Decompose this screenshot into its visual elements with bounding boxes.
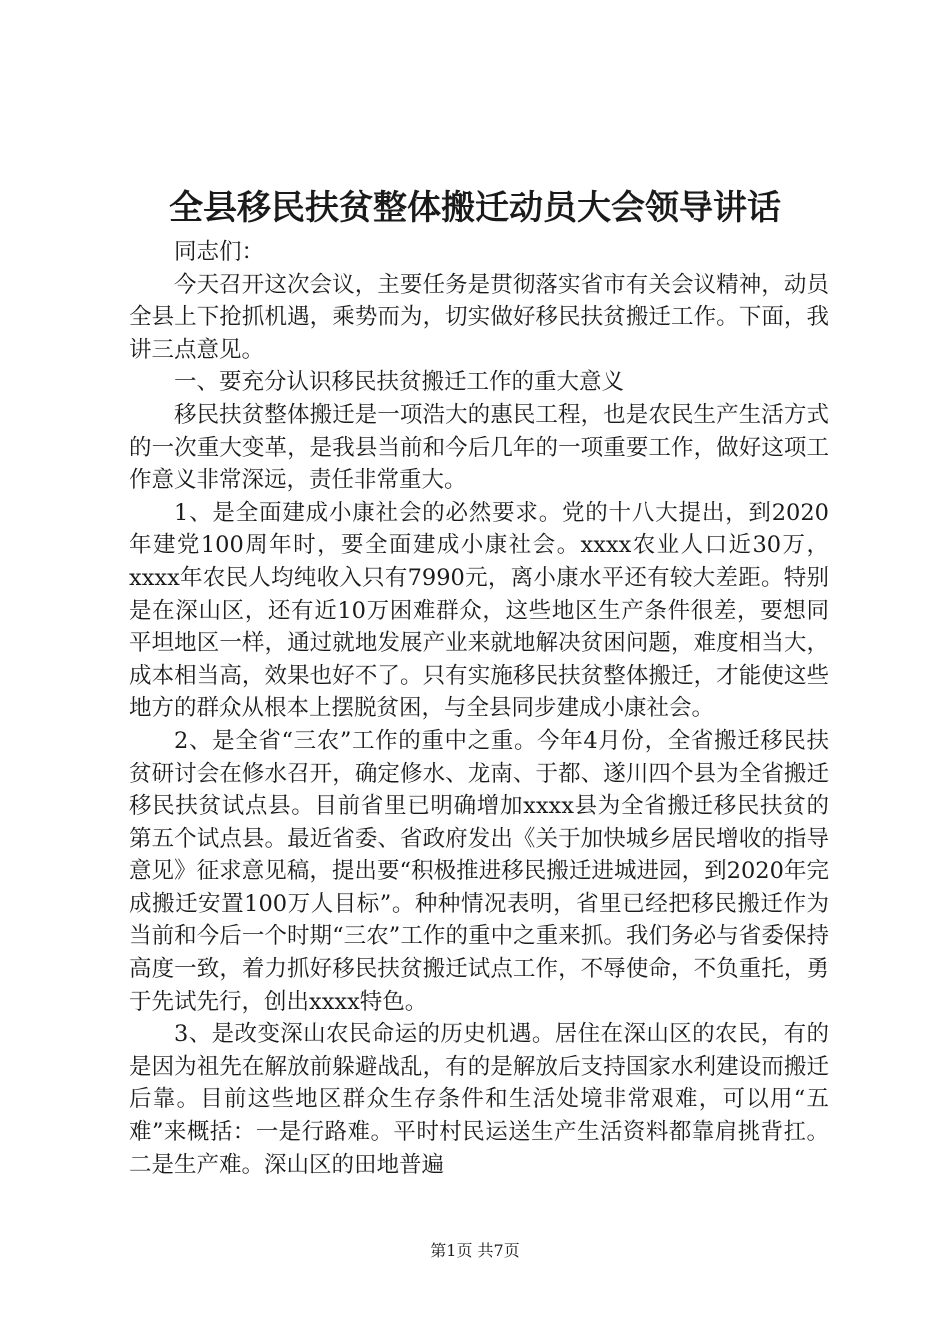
paragraph-intro: 今天召开这次会议，主要任务是贯彻落实省市有关会议精神，动员全县上下抢抓机遇，乘势而为，切实做好移民扶贫搬迁工作。下面，我讲三点意见。 [129,271,829,363]
paragraph-point-1: 1、是全面建成小康社会的必然要求。党的十八大提出，到2020年建党100周年时，要全面建成小康社会。xxxx农业人口近30万，xxxx年农民人均纯收入只有7990元，离小康水平还有较大差距。特别是在深山区，还有近10万困难群众，这些地区生产条件很差，要想同平坦地区一样，通过就地发展产业来就地解决贫困问题，难度相当大，成本相当高，效果也好不了。只有实施移民扶贫整体搬迁，才能使这些地方的群众从根本上摆脱贫困，与全县同步建成小康社会。 [129,499,829,722]
section-heading-1: 一、要充分认识移民扶贫搬迁工作的重大意义 [174,369,625,396]
paragraph-significance: 移民扶贫整体搬迁是一项浩大的惠民工程，也是农民生产生活方式的一次重大变革，是我县当前和今后几年的一项重要工作，做好这项工作意义非常深远，责任非常重大。 [129,401,829,494]
salutation: 同志们： [174,239,265,265]
document-body [129,236,829,1181]
paragraph-point-2: 2、是全省“三农”工作的重中之重。今年4月份，全省搬迁移民扶贫研讨会在修水召开，确定修水、龙南、于都、遂川四个县为全省搬迁移民扶贫试点县。目前省里已明确增加xxxx县为全省搬迁移民扶贫的第五个试点县。最近省委、省政府发出《关于加快城乡居民增收的指导意见》征求意见稿，提出要“积极推进移民搬迁进城进园，到2020年完成搬迁安置100万人目标”。种种情况表明，省里已经把移民搬迁作为当前和今后一个时期“三农”工作的重中之重来抓。我们务必与省委保持高度一致，着力抓好移民扶贫搬迁试点工作，不辱使命，不负重托，勇于先试先行，创出xxxx特色。 [129,727,829,1015]
paragraph-point-3: 3、是改变深山农民命运的历史机遇。居住在深山区的农民，有的是因为祖先在解放前躲避战乱，有的是解放后支持国家水利建设而搬迁后靠。目前这些地区群众生存条件和生活处境非常艰难，可以用“五难”来概括：一是行路难。平时村民运送生产生活资料都靠肩挑背扛。二是生产难。深山区的田地普遍 [129,1021,829,1178]
document-title: 全县移民扶贫整体搬迁动员大会领导讲话 [169,188,781,228]
page-footer: 第1页 共7页 [430,1241,520,1260]
